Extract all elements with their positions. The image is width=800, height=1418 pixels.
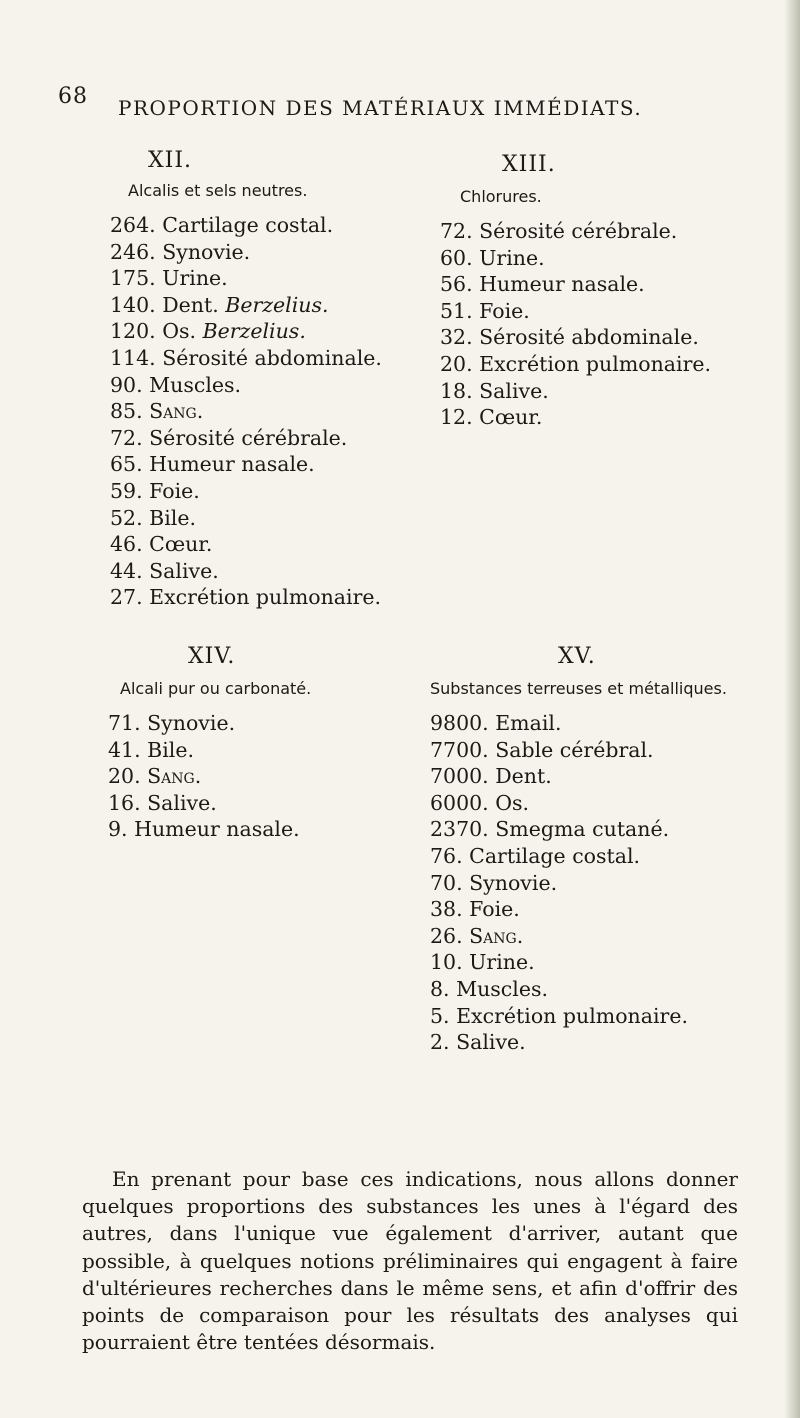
list-item bbox=[110, 398, 430, 425]
item-number: 41. bbox=[108, 737, 141, 762]
running-title: PROPORTION DES MATÉRIAUX IMMÉDIATS. bbox=[118, 96, 643, 120]
item-name: Muscles. bbox=[456, 976, 549, 1001]
item-number: 26. bbox=[430, 923, 463, 948]
item-number: 52. bbox=[110, 505, 143, 530]
item-number: 51. bbox=[440, 298, 473, 323]
item-number: 27. bbox=[110, 585, 143, 610]
list-item bbox=[108, 737, 408, 764]
item-name: Humeur nasale. bbox=[149, 452, 315, 477]
item-list bbox=[440, 218, 780, 431]
item-author: Berzelius. bbox=[225, 292, 329, 317]
section-numeral: XIII. bbox=[502, 152, 556, 177]
list-item bbox=[430, 816, 790, 843]
section-subtitle: Chlorures. bbox=[460, 187, 542, 206]
item-number: 5. bbox=[430, 1003, 450, 1028]
item-name: Foie. bbox=[149, 478, 200, 503]
list-item bbox=[108, 710, 408, 737]
list-item bbox=[110, 239, 430, 266]
item-number: 264. bbox=[110, 213, 156, 237]
item-name: Os. bbox=[162, 319, 197, 344]
list-item bbox=[108, 816, 408, 843]
item-name: Smegma cutané. bbox=[495, 817, 670, 842]
item-name: Sérosité cérébrale. bbox=[479, 219, 678, 243]
list-item bbox=[440, 218, 780, 245]
item-name: Cartilage costal. bbox=[469, 843, 641, 868]
list-item bbox=[110, 505, 430, 532]
item-number: 7700. bbox=[430, 737, 489, 762]
item-name: Excrétion pulmonaire. bbox=[149, 585, 382, 610]
item-name: Humeur nasale. bbox=[134, 817, 300, 842]
item-name: Urine. bbox=[469, 950, 535, 975]
item-list bbox=[430, 710, 790, 1056]
item-name: Os. bbox=[495, 790, 530, 815]
section-numeral: XIV. bbox=[188, 644, 236, 669]
section-xiii bbox=[440, 152, 780, 431]
item-number: 56. bbox=[440, 272, 473, 297]
item-name: Foie. bbox=[469, 897, 520, 922]
list-item bbox=[110, 292, 430, 319]
item-number: 38. bbox=[430, 897, 463, 922]
list-item bbox=[430, 1029, 790, 1056]
section-subtitle: Substances terreuses et métalliques. bbox=[430, 679, 727, 698]
item-name: Bile. bbox=[147, 737, 194, 762]
item-name: Sérosité abdominale. bbox=[479, 325, 699, 350]
item-number: 76. bbox=[430, 843, 463, 868]
list-item bbox=[108, 763, 408, 790]
item-number: 90. bbox=[110, 372, 143, 397]
item-name: Sable cérébral. bbox=[495, 737, 654, 762]
item-name: Sang. bbox=[469, 923, 524, 948]
list-item bbox=[110, 212, 430, 239]
item-name: Synovie. bbox=[147, 711, 236, 735]
item-number: 20. bbox=[440, 351, 473, 376]
item-name: Salive. bbox=[479, 378, 549, 403]
item-number: 85. bbox=[110, 399, 143, 424]
list-item bbox=[430, 870, 790, 897]
item-number: 7000. bbox=[430, 764, 489, 789]
list-item bbox=[440, 324, 780, 351]
item-number: 46. bbox=[110, 532, 143, 557]
item-name: Synovie. bbox=[469, 870, 558, 895]
item-number: 9800. bbox=[430, 711, 489, 735]
item-number: 9. bbox=[108, 817, 128, 842]
item-name: Sérosité abdominale. bbox=[162, 345, 382, 370]
item-number: 12. bbox=[440, 405, 473, 430]
list-item bbox=[440, 298, 780, 325]
section-subtitle: Alcalis et sels neutres. bbox=[128, 181, 308, 200]
item-name: Sang. bbox=[149, 399, 204, 424]
item-number: 140. bbox=[110, 292, 156, 317]
item-number: 246. bbox=[110, 239, 156, 264]
item-number: 175. bbox=[110, 266, 156, 291]
item-name: Muscles. bbox=[149, 372, 242, 397]
item-name: Salive. bbox=[147, 790, 217, 815]
item-name: Salive. bbox=[149, 558, 219, 583]
item-number: 32. bbox=[440, 325, 473, 350]
list-item bbox=[110, 318, 430, 345]
list-item bbox=[110, 372, 430, 399]
list-item bbox=[110, 265, 430, 292]
item-number: 8. bbox=[430, 976, 450, 1001]
item-name: Bile. bbox=[149, 505, 196, 530]
list-item bbox=[440, 404, 780, 431]
item-number: 44. bbox=[110, 558, 143, 583]
item-name: Sang. bbox=[147, 764, 202, 789]
body-paragraph: En prenant pour base ces indications, nous allons donner quelques proportions des substances les unes à l'égard des autres, dans l'unique vue également d'arriver, autant que possible, à quelques notions préliminaires qui engagent à faire d'ultérieures recherches dans le même sens, et afin d'offrir des points de comparaison pour les résultats des analyses qui pourraient être tentées désormais. bbox=[82, 1167, 738, 1355]
list-item bbox=[430, 763, 790, 790]
list-item bbox=[440, 351, 780, 378]
list-item bbox=[110, 558, 430, 585]
item-name: Humeur nasale. bbox=[479, 272, 645, 297]
list-item bbox=[110, 584, 430, 611]
list-item bbox=[430, 843, 790, 870]
item-name: Excrétion pulmonaire. bbox=[479, 351, 712, 376]
item-name: Dent. bbox=[162, 292, 219, 317]
item-name: Foie. bbox=[479, 298, 530, 323]
list-item bbox=[110, 425, 430, 452]
item-name: Dent. bbox=[495, 764, 552, 789]
item-number: 72. bbox=[440, 219, 473, 243]
page-number: 68 bbox=[58, 84, 88, 109]
section-xv bbox=[430, 644, 790, 1056]
list-item bbox=[430, 949, 790, 976]
list-item bbox=[430, 1003, 790, 1030]
list-item bbox=[430, 896, 790, 923]
item-name: Salive. bbox=[456, 1030, 526, 1055]
list-item bbox=[440, 271, 780, 298]
list-item bbox=[430, 790, 790, 817]
item-name: Cartilage costal. bbox=[162, 213, 334, 237]
item-number: 72. bbox=[110, 425, 143, 450]
item-name: Excrétion pulmonaire. bbox=[456, 1003, 688, 1028]
list-item bbox=[430, 976, 790, 1003]
section-subtitle: Alcali pur ou carbonaté. bbox=[120, 679, 312, 698]
list-item bbox=[108, 790, 408, 817]
list-item bbox=[110, 531, 430, 558]
item-number: 20. bbox=[108, 764, 141, 789]
list-item bbox=[110, 478, 430, 505]
item-name: Cœur. bbox=[479, 405, 543, 430]
list-item bbox=[430, 710, 790, 737]
item-number: 60. bbox=[440, 245, 473, 270]
section-xii bbox=[110, 148, 430, 611]
list-item bbox=[430, 923, 790, 950]
item-number: 65. bbox=[110, 452, 143, 477]
item-number: 6000. bbox=[430, 790, 489, 815]
item-name: Urine. bbox=[479, 245, 545, 270]
item-number: 2. bbox=[430, 1030, 450, 1055]
item-number: 16. bbox=[108, 790, 141, 815]
item-number: 10. bbox=[430, 950, 463, 975]
section-xiv bbox=[108, 644, 408, 843]
item-name: Urine. bbox=[162, 266, 228, 291]
item-author: Berzelius. bbox=[202, 319, 306, 344]
item-name: Cœur. bbox=[149, 532, 213, 557]
list-item bbox=[430, 737, 790, 764]
item-number: 59. bbox=[110, 478, 143, 503]
item-number: 18. bbox=[440, 378, 473, 403]
item-number: 2370. bbox=[430, 817, 489, 842]
section-numeral: XV. bbox=[558, 644, 596, 669]
item-name: Sérosité cérébrale. bbox=[149, 425, 348, 450]
list-item bbox=[110, 345, 430, 372]
item-number: 120. bbox=[110, 319, 156, 344]
list-item bbox=[440, 378, 780, 405]
item-list bbox=[108, 710, 408, 843]
item-list bbox=[110, 212, 430, 611]
list-item bbox=[440, 245, 780, 272]
page-edge-shadow bbox=[784, 0, 800, 1418]
list-item bbox=[110, 451, 430, 478]
item-number: 114. bbox=[110, 345, 156, 370]
item-name: Email. bbox=[495, 711, 562, 735]
item-number: 70. bbox=[430, 870, 463, 895]
item-name: Synovie. bbox=[162, 239, 251, 264]
section-numeral: XII. bbox=[147, 148, 193, 173]
item-number: 71. bbox=[108, 711, 141, 735]
